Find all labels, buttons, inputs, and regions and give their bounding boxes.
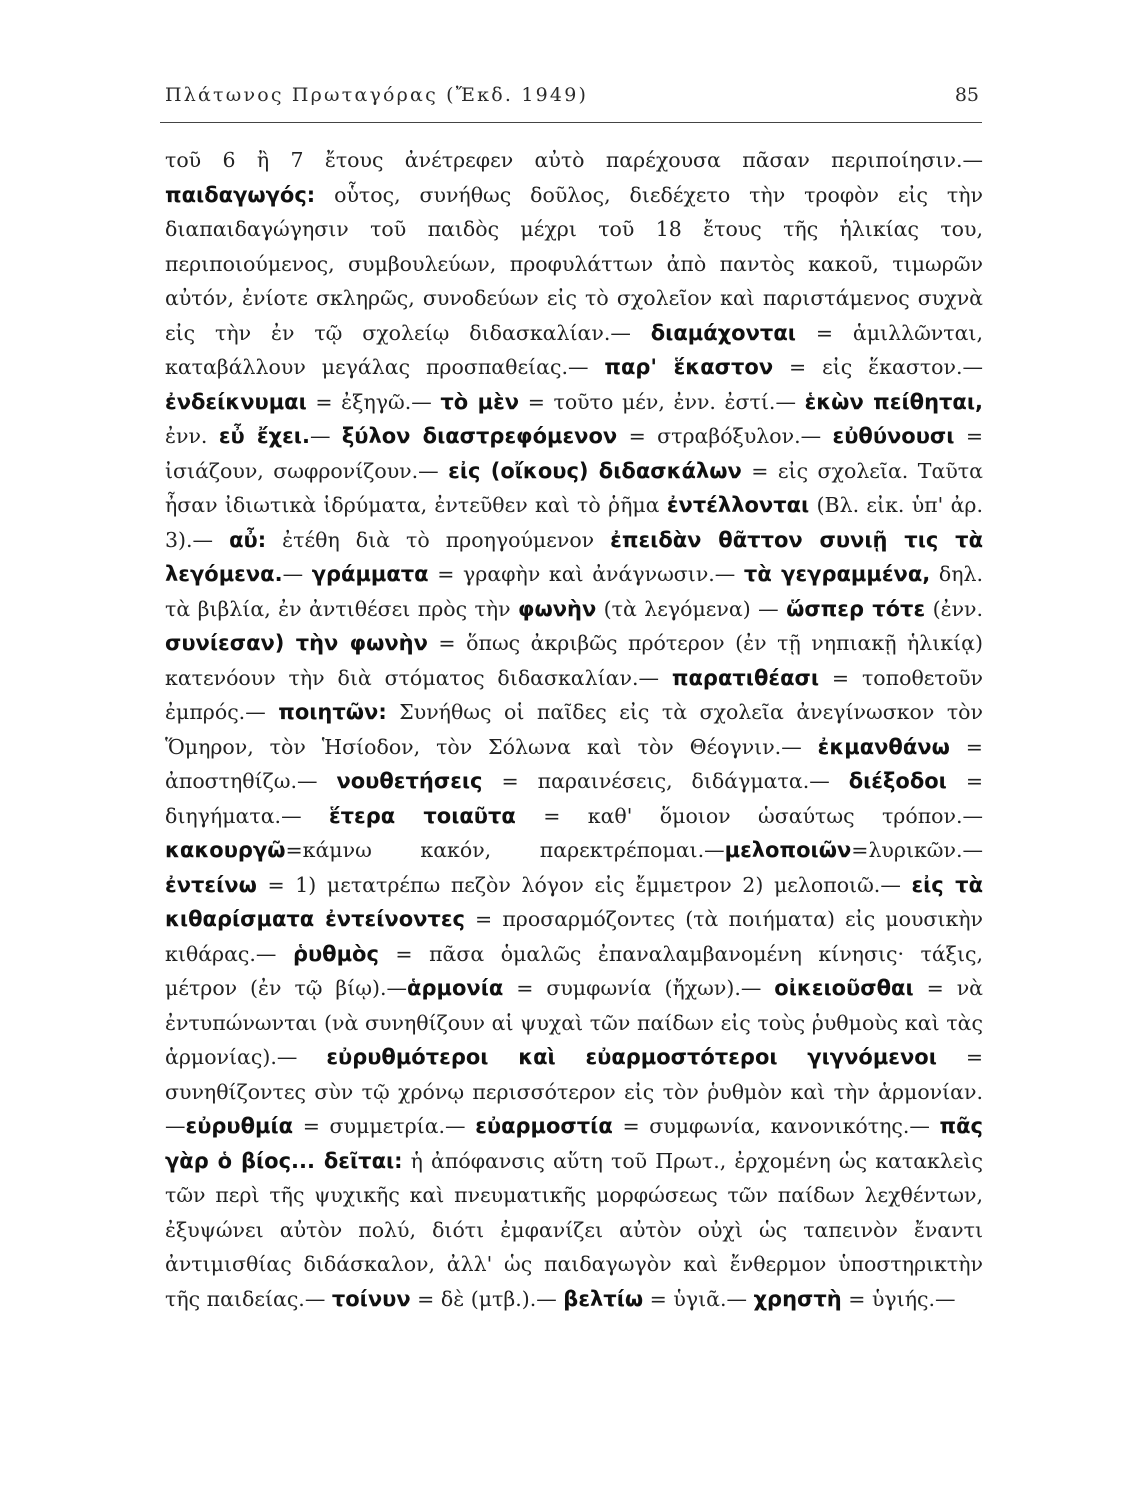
gloss-text: = γραφὴν καὶ ἀνάγνωσιν.— <box>428 562 744 586</box>
lemma-headword: πᾶς γὰρ ὁ βίος... δεῖται: <box>165 1114 984 1173</box>
gloss-text: = συνηθίζοντες σὺν τῷ χρόνῳ περισσότερον εἰς τὸν ῥυθμὸν καὶ τὴν ἁρμονίαν.— <box>165 1045 983 1138</box>
gloss-text: = νὰ ἐντυπώνωνται (νὰ συνηθίζουν αἱ ψυχαὶ τῶν παίδων εἰς τοὺς ῥυθμοὺς καὶ τὰς ἁρμονίας).— <box>165 976 983 1069</box>
lemma-headword: συνίεσαν) τὴν φωνὴν <box>165 631 428 655</box>
gloss-text: = 1) μετατρέπω πεζὸν λόγον εἰς ἔμμετρον 2) μελοποιῶ.— <box>256 872 912 897</box>
lemma-headword: κακουργῶ <box>165 838 286 862</box>
gloss-text: οὗτος, συνήθως δοῦλος, διεδέχετο τὴν τροφὸν εἰς τὴν διαπαιδαγώγησιν τοῦ παιδὸς μέχρι τοῦ 18 ἔτους τῆς ἡλικίας του, περιποιούμενος, συμβουλεύων, προφυλάττων ἀπὸ παντὸς κακοῦ, τιμωρῶν αὐτόν, ἐνίοτε σκληρῶς, συνοδεύων εἰς τὸ σχολεῖον καὶ παριστάμενος συχνὰ εἰς τὴν ἐν τῷ σχολείῳ διδασκαλίαν.— <box>165 182 983 345</box>
gloss-text: = συμφωνία (ἤχων).— <box>503 976 775 1000</box>
lemma-headword: ἕτερα τοιαῦτα <box>328 803 516 828</box>
gloss-text: (ἐνν. <box>925 596 984 621</box>
lemma-headword: χρηστὴ <box>753 1286 842 1311</box>
gloss-text: =λυρικῶν.— <box>851 838 983 862</box>
lemma-headword: ῥυθμὸς <box>292 941 379 966</box>
gloss-text: = καθ' ὅμοιον ὡσαύτως τρόπον.— <box>515 803 983 828</box>
lemma-headword: ξύλον διαστρεφόμενον <box>341 424 618 448</box>
lemma-headword: ἐνδείκνυμαι <box>165 389 307 414</box>
lemma-headword: διαμάχονται <box>650 320 796 345</box>
gloss-text: =κάμνω κακόν, παρεκτρέπομαι.— <box>285 838 725 862</box>
header-rule <box>160 122 982 123</box>
lemma-headword: οἰκειοῦσθαι <box>774 976 914 1000</box>
gloss-text: (Βλ. εἰκ. ὑπ' ἀρ. 3).— <box>165 493 983 552</box>
gloss-text: = πᾶσα ὁμαλῶς ἐπαναλαμβανομένη κίνησις· τάξις, μέτρον (ἐν τῷ βίῳ).— <box>165 941 984 1000</box>
lemma-headword: ἁρμονία <box>407 976 504 1000</box>
lemma-headword: ὥσπερ τότε <box>786 596 926 621</box>
gloss-text: (τὰ λεγόμενα) — <box>596 596 787 621</box>
lemma-headword: εἰς τὰ κιθαρίσματα ἐντείνοντες <box>165 872 983 931</box>
running-title: Πλάτωνος Πρωταγόρας (Ἔκδ. 1949) <box>165 84 589 106</box>
gloss-text: = στραβόξυλον.— <box>617 424 833 448</box>
page-header <box>165 84 983 120</box>
lemma-headword: βελτίω <box>563 1286 644 1311</box>
gloss-text: = εἰς σχολεῖα. Ταῦτα ἦσαν ἰδιωτικὰ ἱδρύματα, ἐντεῦθεν καὶ τὸ ῥῆμα <box>165 458 983 517</box>
gloss-text: — <box>309 424 342 448</box>
lemma-headword: μελοποιῶν <box>724 838 852 862</box>
gloss-text: = εἰς ἕκαστον.— <box>773 355 983 379</box>
gloss-text: = ὅπως ἀκριβῶς πρότερον (ἐν τῇ νηπιακῇ ἡλικίᾳ) κατενόουν τὴν διὰ στόματος διδασκαλίαν.— <box>165 631 983 690</box>
lemma-headword: εὐθύνουσι <box>832 424 955 448</box>
page-number: 85 <box>954 84 979 106</box>
gloss-text: = προσαρμόζοντες (τὰ ποιήματα) εἰς μουσικὴν κιθάρας.— <box>165 907 983 966</box>
gloss-text: = συμφωνία, κανονικότης.— <box>612 1114 940 1138</box>
lemma-headword: παρατιθέασι <box>671 665 820 690</box>
lemma-headword: ἐντείνω <box>165 872 257 897</box>
lemma-headword: ἐκμανθάνω <box>817 734 950 759</box>
gloss-text: ἡ ἀπόφανσις αὕτη τοῦ Πρωτ., ἐρχομένη ὡς κατακλεὶς τῶν περὶ τῆς ψυχικῆς καὶ πνευματικῆς μορφώσεως τῶν παίδων λεχθέντων, ἐξυψώνει αὐτὸν πολύ, διότι ἐμφανίζει αὐτὸν οὐχὶ ὡς ταπεινὸν ἔναντι ἀντιμισθίας διδάσκαλον, ἀλλ' ὡς παιδαγωγὸν καὶ ἔνθερμον ὑποστηρικτὴν τῆς παιδείας.— <box>165 1148 983 1311</box>
gloss-text: = ὑγιᾶ.— <box>643 1286 754 1311</box>
lemma-headword: τοίνυν <box>331 1286 411 1311</box>
gloss-text: δηλ. τὰ βιβλία, ἐν ἀντιθέσει πρὸς τὴν <box>165 562 983 621</box>
gloss-text: = διηγήματα.— <box>165 769 983 828</box>
gloss-text: Συνήθως οἱ παῖδες εἰς τὰ σχολεῖα ἀνεγίνωσκον τὸν Ὅμηρον, τὸν Ἡσίοδον, τὸν Σόλωνα καὶ τὸν Θέογνιν.— <box>165 700 983 759</box>
lemma-headword: ἐπειδὰν θᾶττον συνιῇ τις τὰ λεγόμενα. <box>165 527 983 586</box>
lemma-headword: παιδαγωγός: <box>165 182 316 207</box>
gloss-text: = ἰσιάζουν, σωφρονίζουν.— <box>165 424 984 483</box>
gloss-text: τοῦ 6 ἢ 7 ἔτους ἀνέτρεφεν αὐτὸ παρέχουσα πᾶσαν περιποίησιν.— <box>165 148 983 172</box>
gloss-text: ἐνν. <box>165 424 219 448</box>
lemma-headword: παρ' ἕκαστον <box>604 355 774 379</box>
lemma-headword: γράμματα <box>311 562 429 586</box>
gloss-text: = ἀποστηθίζω.— <box>165 734 983 793</box>
lemma-headword: εὐαρμοστία <box>475 1114 613 1138</box>
lemma-headword: εὖ ἔχει. <box>218 424 310 448</box>
lemma-headword: τὰ γεγραμμένα, <box>743 562 931 586</box>
lemma-headword: διέξοδοι <box>848 769 947 793</box>
gloss-text: ἐτέθη διὰ τὸ προηγούμενον <box>266 527 611 552</box>
lemma-headword: εὐρυθμία <box>185 1114 294 1138</box>
lemma-headword: ἐντέλλονται <box>666 493 810 517</box>
lemma-headword: εὐρυθμότεροι καὶ εὐαρμοστότεροι γιγνόμενοι <box>326 1045 937 1069</box>
lemma-headword: νουθετήσεις <box>336 769 483 793</box>
lemma-headword: φωνὴν <box>518 596 597 621</box>
gloss-text: = ἁμιλλῶνται, καταβάλλουν μεγάλας προσπαθείας.— <box>165 320 983 379</box>
lemma-headword: εἰς (οἴκους) διδασκάλων <box>448 458 742 483</box>
lemma-headword: ἑκὼν πείθηται, <box>804 389 984 414</box>
gloss-text: = ὑγιής.— <box>841 1286 956 1311</box>
gloss-text: = δὲ (μτβ.).— <box>410 1286 564 1311</box>
commentary-text <box>165 143 983 1316</box>
gloss-text: = ἐξηγῶ.— <box>306 389 441 414</box>
gloss-text: = παραινέσεις, διδάγματα.— <box>482 769 849 793</box>
gloss-text: = τοῦτο μέν, ἐνν. ἐστί.— <box>519 389 805 414</box>
lemma-headword: ποιητῶν: <box>278 700 387 724</box>
gloss-text: — <box>282 562 312 586</box>
gloss-text: = τοποθετοῦν ἐμπρός.— <box>165 665 984 724</box>
gloss-text: = συμμετρία.— <box>293 1114 476 1138</box>
lemma-headword: αὖ: <box>229 527 267 552</box>
lemma-headword: τὸ μὲν <box>440 389 520 414</box>
